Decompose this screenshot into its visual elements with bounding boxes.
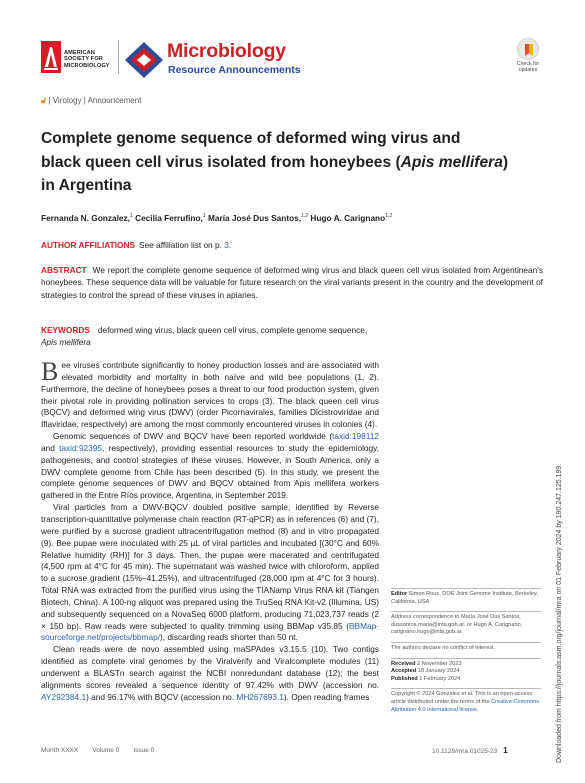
section-breadcrumb (41, 96, 141, 106)
title-line: black queen cell virus isolated from honeybees ( (41, 153, 401, 171)
body-text: , respectively), providing essential resources to study the epidemiology, pathogenesis, and control strategies of these viruses. However, in South America, only a DWV complete genome from Chile has been described (5). In this study, we present the complete genome sequences of DWV and BQCV obtained from Apis mellifera workers gathered in the Entre Ríos province, Argentina, in September 2019. (41, 442, 379, 501)
asm-logo-icon (41, 41, 61, 73)
footer-issue: Issue 0 (133, 747, 155, 754)
abstract-label: ABSTRACT (41, 265, 87, 275)
article-body (41, 357, 379, 703)
asm-logo[interactable] (41, 38, 111, 78)
journal-diamond-icon (125, 42, 163, 78)
journal-title: Microbiology (167, 40, 286, 62)
download-notice-text: Downloaded from https://journals.asm.org/journal/mra on 01 February 2024 by 190.247.125.199. (556, 463, 563, 763)
asm-text-line: AMERICAN (64, 50, 95, 56)
editor-label: Editor (391, 591, 408, 597)
asm-text-line: SOCIETY FOR (64, 56, 103, 63)
keywords-text: deformed wing virus, black queen cell virus, complete genome sequence, (97, 325, 368, 335)
check-updates-icon (517, 38, 539, 60)
correspondence-text: Address correspondence to María José Dus Santos, dussantos.maria@inta.gob.ar, or Hugo A. Carignano, carignano.hugo@inta.gob.ar. (391, 614, 523, 636)
body-text: and (41, 442, 60, 453)
footer-doi-text[interactable]: 10.1128/mra.01025-23 (432, 748, 498, 755)
author-affil-sup: 1 (202, 213, 206, 220)
journal-logo[interactable] (125, 42, 335, 78)
correspondence-block (391, 611, 541, 637)
dates-block (391, 658, 541, 684)
abstract (41, 264, 543, 301)
author-name[interactable]: María José Dus Santos, (207, 213, 302, 223)
author-affil-sup: 1 (129, 213, 133, 220)
bookmark-icon (518, 39, 540, 61)
received-row (391, 661, 541, 669)
received-label: Received (391, 660, 416, 667)
accepted-label: Accepted (391, 668, 417, 675)
check-updates-label (509, 61, 547, 73)
header-divider (118, 40, 119, 74)
editor-text: Simon Roux, DOE Joint Genome Institute, Berkeley, California, USA (391, 591, 538, 605)
footer-doi (432, 746, 508, 755)
accession-link[interactable]: AY292384.1 (41, 691, 87, 702)
check-updates-line: Check for (516, 61, 540, 67)
open-access-icon: 🔓︎ (41, 96, 47, 105)
separator: | (48, 96, 53, 105)
author-affil-sup: 1,2 (301, 213, 309, 220)
body-text: Clean reads were de novo assembled using rnaSPAdes v3.15.5 (10). Two contigs identified as complete viral genomes by the Viralverify and Viralcomplete modules (11) underwent a BLASTn search against the NCBI nonredundant database (12); the best alignments scores revealed a sequence identity of 97.42% with DWV (accession no. (41, 644, 379, 690)
asm-logo-text (64, 50, 110, 69)
journal-subtitle: Resource Announcements (168, 64, 301, 76)
body-text: ) and 96.17% with BQCV (accession no. (86, 691, 237, 702)
section-category[interactable]: Virology (52, 96, 82, 105)
author-name[interactable]: Hugo A. Carignano (310, 213, 386, 223)
article-title (41, 127, 541, 198)
license-link[interactable]: Creative Commons Attribution 4.0 International license (391, 698, 539, 713)
separator: | (83, 96, 88, 105)
body-paragraph (41, 644, 379, 703)
author-affiliations: AUTHOR AFFILIATIONS See affiliation list on p. 3. (41, 240, 232, 250)
accepted-date: 18 January 2024 (417, 668, 460, 675)
page-number: 1 (503, 746, 508, 755)
affiliations-text: See affiliation list on p. (139, 240, 225, 250)
bbmap-link[interactable]: BBMap-sourceforge.net/projects/bbmap/ (41, 620, 379, 643)
keywords (41, 324, 543, 349)
asm-text-line: MICROBIOLOGY (64, 62, 110, 69)
taxid-link[interactable]: taxid:92395 (59, 442, 103, 453)
title-line: in Argentina (41, 177, 132, 194)
body-paragraph (41, 357, 379, 431)
footer-volume: Volume 0 (92, 747, 120, 754)
body-paragraph (41, 502, 379, 644)
article-sidebar (391, 588, 541, 719)
body-paragraph (41, 431, 379, 502)
accession-link[interactable]: MH267693.1 (236, 691, 284, 702)
author-name[interactable]: Cecilia Ferrufino, (135, 213, 203, 223)
published-label: Published (391, 675, 418, 682)
body-text: Viral particles from a DWV-BQCV doubled positive sample, identified by Reverse transcription-quantitative polymerase chain reaction (RT-qPCR) as in references (6) and (7), were purified by a sucrose gradient ultracentrifugation method (8) and in vitro propagated (9). Bee pupae were inoculated with 25 µL of viral particles and incubated [(30°C and 60% Relative humidity (RH)] for 3 days. Then, the pupae were macerated and centrifugated (4,500 rpm at 4°C for 45 min). The supernatant was washed twice with chloroform, applied to a sucrose gradient (15%–41.25%), and ultracentrifuged (28,000 rpm at 4°C for 3 hours). Total RNA was extracted from the purified virus using the TIANamp Virus RNA kit (Tiangen Biotech, China). A 100-ng aliquot was prepared using the TruSeq RNA Kit-v2 (Illumina, US) and subsequently sequenced on a NovaSeq 6000 platform, producing 71,023,737 reads (2 × 150 bp). Raw reads were subjected to quality trimming using BBMap v35.85 ( (41, 502, 379, 631)
title-line: Complete genome sequence of deformed wing virus and (41, 130, 461, 147)
footer-issue-info (41, 747, 168, 754)
title-species: Apis mellifera (400, 153, 503, 171)
copyright-end: . (476, 706, 479, 713)
body-text: ), discarding reads shorter than 50 nt. (160, 632, 298, 643)
accepted-row (391, 668, 541, 676)
published-date: 1 February 2024 (419, 675, 461, 682)
download-notice (556, 453, 576, 763)
received-date: 2 November 2023 (417, 660, 462, 667)
check-for-updates-button[interactable] (509, 38, 547, 78)
check-updates-line: updates (518, 67, 538, 73)
taxid-link[interactable]: taxid:198112 (332, 431, 379, 442)
drop-cap: B (41, 357, 59, 386)
author-affil-sup: 1,2 (385, 213, 393, 220)
conflict-text: The authors declare no conflict of interest. (391, 644, 496, 651)
copyright-text: Copyright © 2024 Gonzalez et al. This is an open-access article distributed under the terms of the (391, 691, 533, 705)
article-type: Announcement (87, 96, 142, 105)
affiliations-page-link[interactable]: 3 (224, 240, 229, 250)
title-line: ) (502, 153, 509, 171)
copyright-block (391, 688, 541, 714)
published-row (391, 676, 541, 684)
keywords-label: KEYWORDS (41, 325, 90, 335)
abstract-text: We report the complete genome sequence of deformed wing virus and black queen cell virus isolated from Argentinean's honeybees. These sequence data will be valuable for future research on the viral variants present in the country and the development of strategies to control the spread of these viruses in apiaries. (41, 265, 543, 300)
editor-block (391, 588, 541, 606)
body-text: ). Open reading frames (283, 691, 370, 702)
affiliations-label: AUTHOR AFFILIATIONS (41, 240, 136, 250)
body-text: ee viruses contribute significantly to honey production losses and are associated with elevated morbidity and mortality in both naïve and wild bee populations (1, 2). Furthermore, the decline of honeybees poses a threat to our food production system, given their pivotal role in providing pollination services to crops (3). The black queen cell virus (BQCV) and deformed wing virus (DWV) (order Picornavirales, families Dicistroviridae and Iflaviridae, respectively) are among the most commonly encountered viruses in colonies (4). (41, 360, 379, 430)
author-name[interactable]: Fernanda N. Gonzalez, (41, 213, 130, 223)
page-header (41, 38, 551, 86)
footer-month: Month XXXX (41, 747, 79, 754)
author-list (41, 213, 541, 223)
keywords-italic: Apis mellifera (41, 337, 91, 348)
conflict-block (391, 642, 541, 653)
body-text: Genomic sequences of DWV and BQCV have been reported worldwide ( (53, 431, 333, 442)
